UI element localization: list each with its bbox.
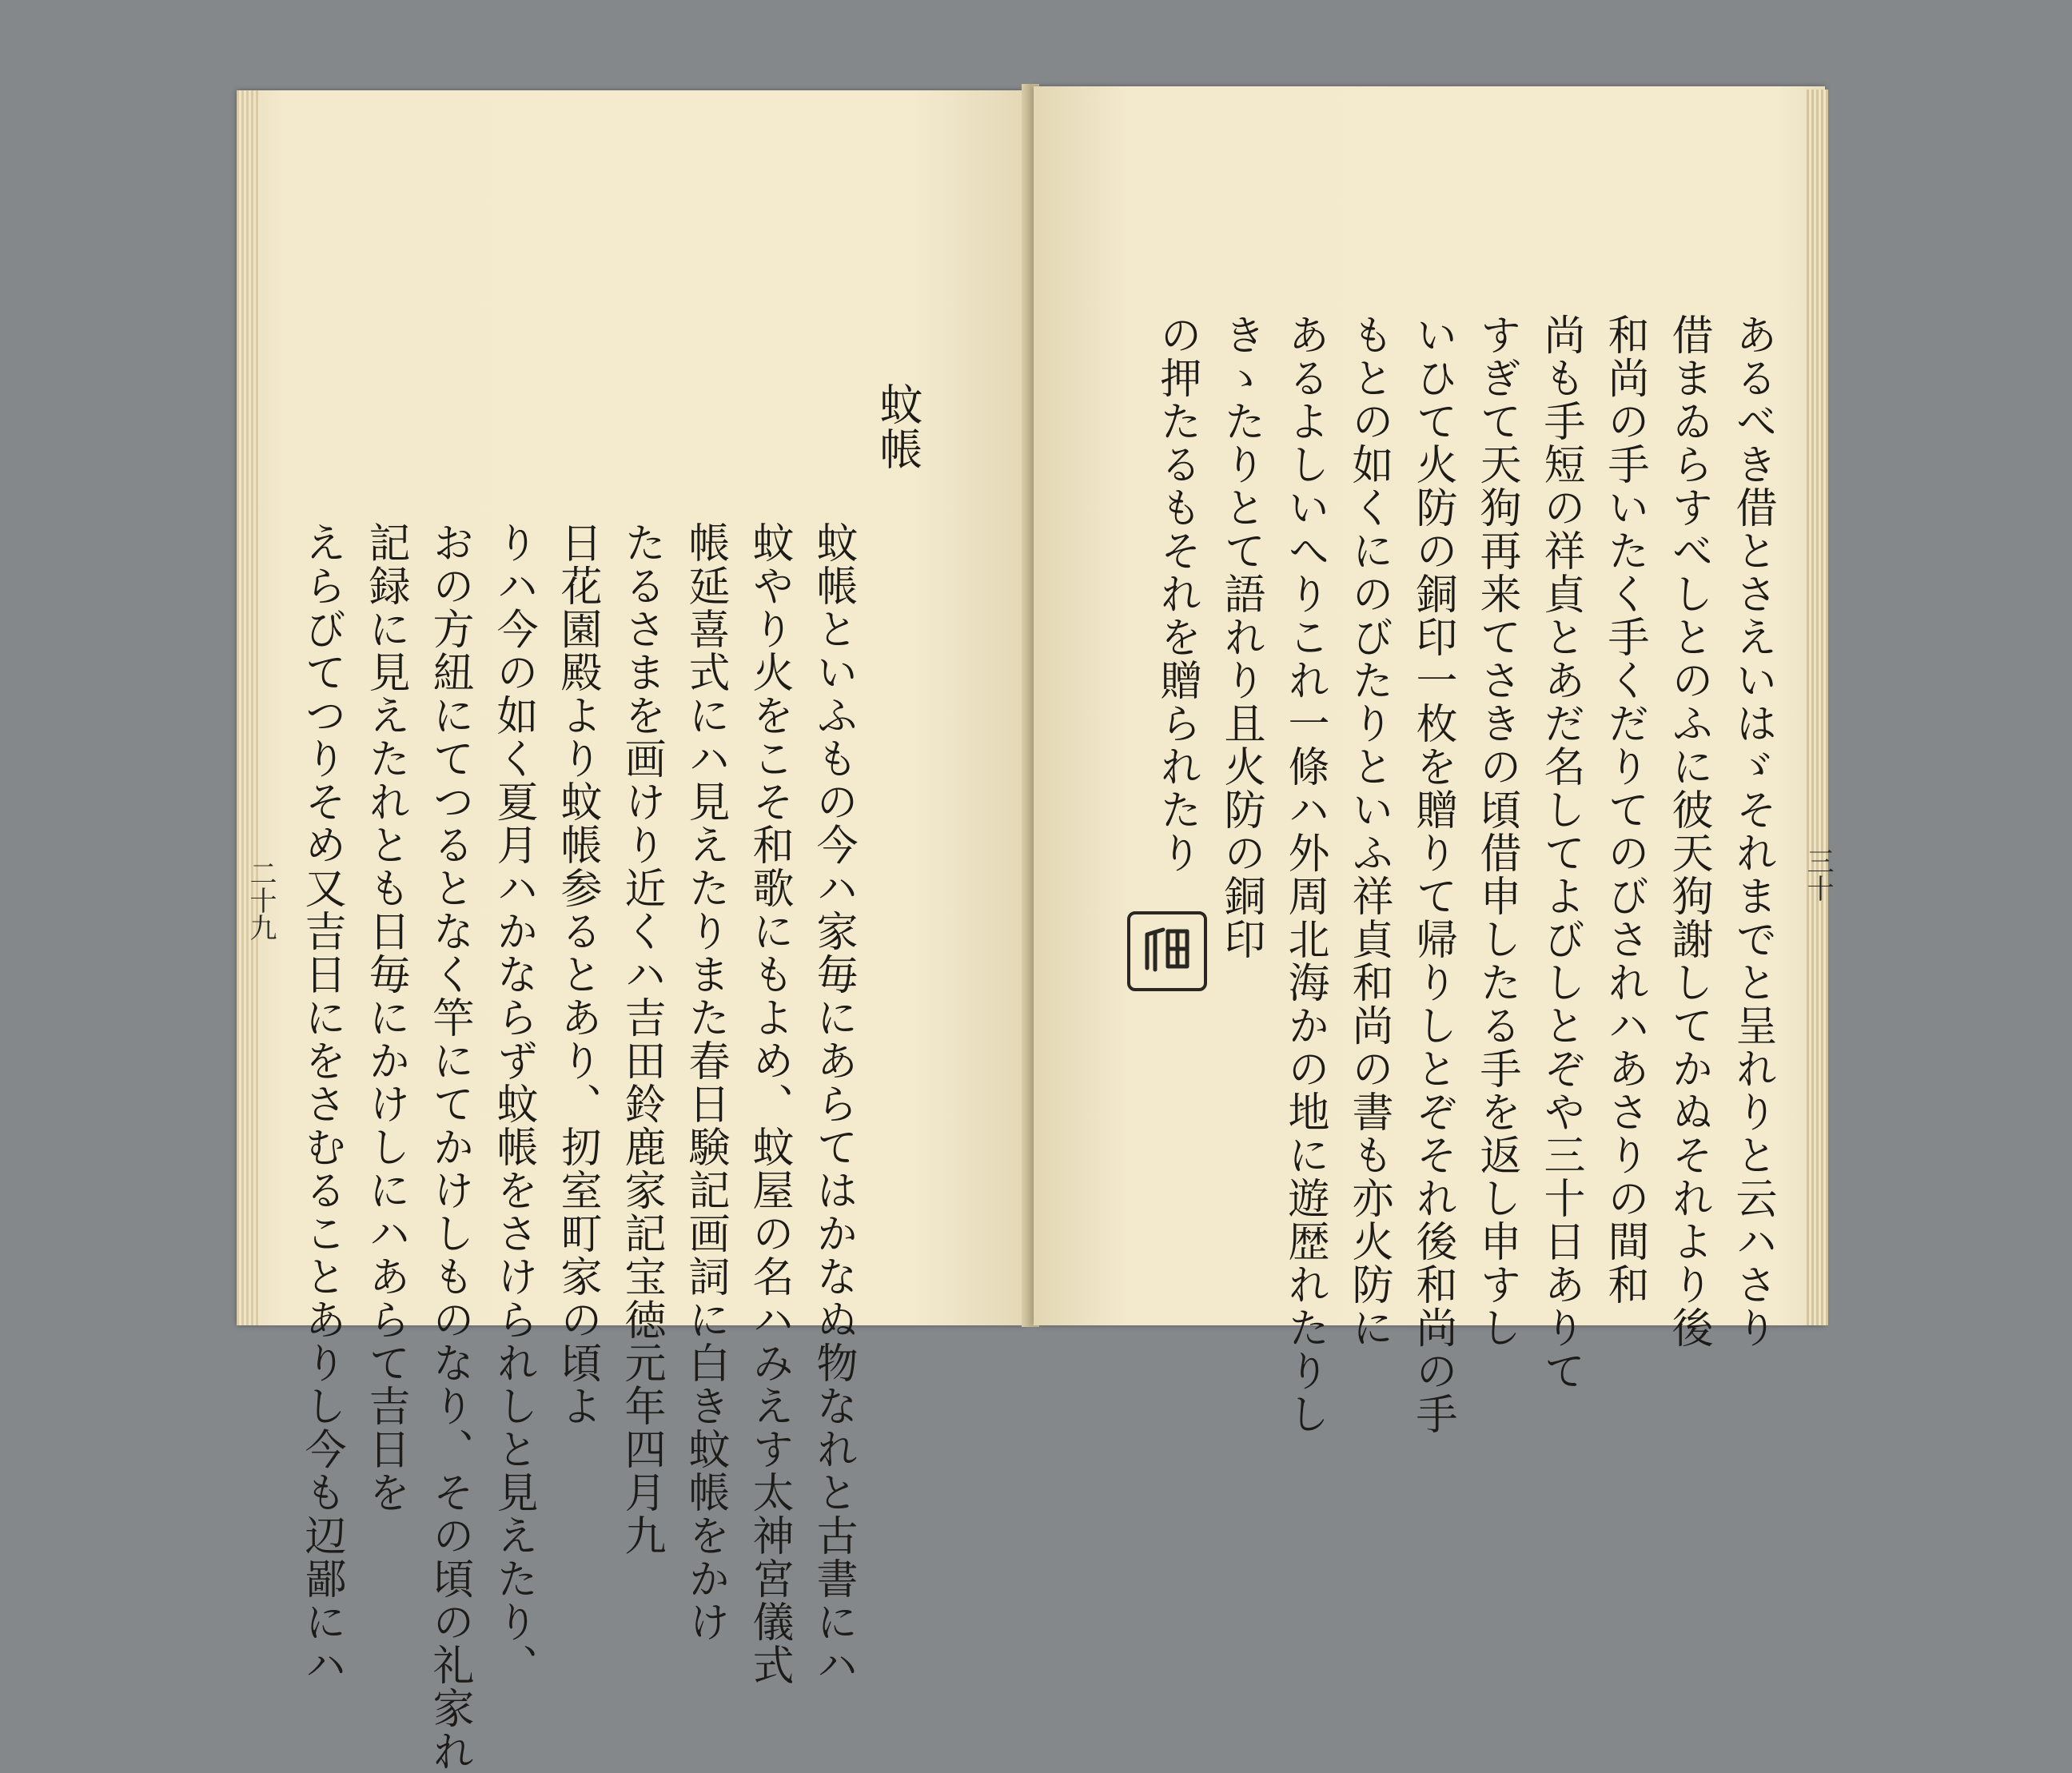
text-column: 蚊帳といふもの今ハ家毎にあらてはかなぬ物なれと古書にハ bbox=[809, 521, 857, 1687]
text-column: いひて火防の銅印一枚を贈りて帰りしとぞそれ後和尚の手 bbox=[1409, 313, 1456, 1436]
text-column: 帳延喜式にハ見えたりまた春日験記画詞に白き蚊帳をかけ bbox=[681, 521, 729, 1644]
text-column: すぎて天狗再来てさきの頃借申したる手を返し申すし bbox=[1472, 313, 1520, 1349]
left-page-edges bbox=[237, 90, 261, 1325]
text-column: たるさまを画けり近くハ吉田鈴鹿家記宝徳元年四月九 bbox=[617, 521, 665, 1557]
text-column: 蚊やり火をこそ和歌にもよめ、蚊屋の名ハみえす太神宮儀式 bbox=[745, 521, 793, 1687]
text-column: 和尚の手いたく手くだりてのびされハあさりの間和 bbox=[1600, 313, 1648, 1306]
text-column: あるべき借とさえいはゞそれまでと呈れりと云ハさり bbox=[1728, 313, 1776, 1349]
text-column: あるよしいへりこれ一條ハ外周北海かの地に遊歴れたりし bbox=[1281, 313, 1329, 1436]
text-column: きゝたりとて語れり且火防の銅印 bbox=[1217, 313, 1265, 961]
text-column: 日花園殿より蚊帳参るとあり、扨室町家の頃よ bbox=[553, 521, 601, 1428]
text-column: 尚も手短の祥貞とあだ名してよびしとぞや三十日ありて bbox=[1536, 313, 1584, 1393]
text-column: りハ今の如く夏月ハかならず蚊帳をさけられしと見えたり、 bbox=[489, 521, 537, 1687]
right-page-folio: 三十 bbox=[1802, 847, 1834, 902]
section-title: 蚊帳 bbox=[873, 382, 923, 472]
text-column: 記録に見えたれとも日毎にかけしにハあらて吉日を bbox=[361, 521, 409, 1514]
right-page-edges bbox=[1804, 90, 1828, 1325]
text-column: の押たるもそれを贈られたり bbox=[1153, 313, 1201, 875]
text-column: もとの如くにのびたりといふ祥貞和尚の書も亦火防に bbox=[1345, 313, 1393, 1349]
text-column: 借まゐらすべしとのふに彼天狗謝してかぬそれより後 bbox=[1664, 313, 1712, 1349]
seal-stamp-icon bbox=[1127, 911, 1207, 991]
text-column: おの方紐にてつるとなく竿にてかけしものなり、その頃の礼家れ bbox=[425, 521, 473, 1773]
left-page-folio: 二十九 bbox=[245, 859, 277, 941]
seal-glyph bbox=[1136, 920, 1198, 982]
text-column: えらびてつりそめ又吉日にをさむることありし今も辺鄙にハ bbox=[297, 521, 345, 1687]
